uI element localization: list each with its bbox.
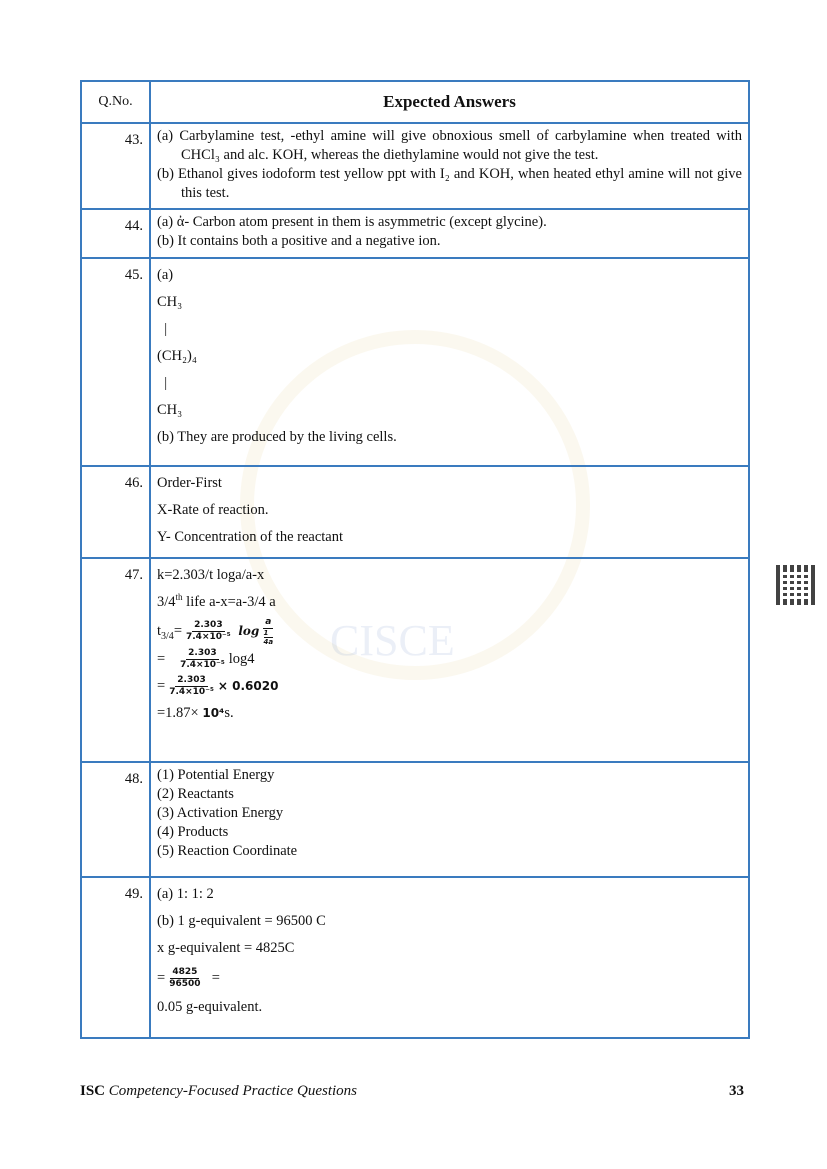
text: 1 [264,629,274,638]
answer-line: (a) ἀ- Carbon atom present in them is asymmetric (except glycine). [157,214,547,230]
answer-line: X-Rate of reaction. [157,502,269,518]
answer-line: | [157,375,168,391]
text: = [157,651,166,667]
answer-line: (4) Products [157,824,229,840]
qno: 45. [81,258,150,466]
answer-line: Y- Concentration of the reactant [157,529,344,545]
answer-line: (2) Reactants [157,786,234,802]
answer-line: CH₃ [157,294,183,310]
table-row [81,258,749,466]
answer-line: (a) [157,267,174,283]
footer-title [80,1083,357,1100]
answer-line: CH₃ [157,402,183,418]
answer-line: (b) 1 g-equivalent = 96500 C [157,913,326,929]
answer-line: (a) Carbylamine test, -ethyl amine will give obnoxious smell of carbylamine when treated with CHCl₃ and alc. KOH, whereas the diethylamine would not give the test. [157,128,742,163]
fraction [169,675,214,698]
answer-line: k=2.303/t loga/a-x [157,567,265,583]
qno: 43. [81,123,150,209]
qno: 46. [81,466,150,558]
title: Competency-Focused Practice Questions [108,1083,358,1099]
text: life a-x=a-3/4 a [182,594,276,610]
table-row [81,123,749,209]
answer-line: (a) 1: 1: 2 [157,886,214,902]
table-row [81,877,749,1038]
table-row [81,466,749,558]
text: = [157,678,166,694]
fraction [169,967,200,990]
text: × 0.6020 [217,679,279,693]
denominator [264,629,274,646]
fraction [180,648,225,671]
text: =1.87× [157,705,199,721]
fraction [263,617,273,646]
qno: 48. [81,762,150,877]
answer-line [157,589,742,616]
answer-line: | [157,321,168,337]
answer-line: (b) They are produced by the living cells. [157,429,397,445]
text: s. [224,705,234,721]
text: = [211,970,220,986]
answer-line: 0.05 g-equivalent. [157,999,263,1015]
page-number: 33 [729,1083,744,1099]
table-row [81,762,749,877]
formula-line [157,700,742,727]
numerator: 2.303 [194,620,223,631]
text: 10⁴ [202,706,225,720]
text: 4a [263,638,274,647]
answer-line: Order-First [157,475,222,491]
qr-code [776,565,816,605]
answer-line: (3) Activation Energy [157,805,284,821]
answer-line: (b) Ethanol gives iodoform test yellow ppt with I₂ and KOH, when heated ethyl amine will not give this test. [157,166,742,201]
formula-line [157,962,742,994]
qno: 44. [81,209,150,258]
numerator: 2.303 [188,648,217,659]
text: 3/4 [157,594,176,610]
denominator: 7.4×10⁻⁵ [186,632,231,643]
numerator: 4825 [172,967,198,978]
formula-line [157,646,742,673]
numerator: a [265,617,272,628]
header-answers: Expected Answers [150,81,749,123]
text: th [175,592,183,603]
footer [80,1083,744,1100]
text: log [238,624,260,638]
answer-line: x g-equivalent = 4825C [157,940,295,956]
text: t [157,623,162,639]
text: 3/4 [161,630,174,642]
text: log4 [228,651,255,667]
formula-line [157,673,742,700]
table-row [81,558,749,762]
formula-line [157,616,742,646]
text: = [173,623,182,639]
answer-line: (1) Potential Energy [157,767,275,783]
fraction [186,620,231,643]
brand: ISC [80,1083,106,1099]
answer-line: (5) Reaction Coordinate [157,843,298,859]
watermark-text: CISCE [330,616,455,665]
qno: 49. [81,877,150,1038]
answer-line: (CH₂)₄ [157,348,197,364]
header-qno: Q.No. [81,81,150,123]
text: = [157,970,166,986]
numerator: 2.303 [177,675,206,686]
denominator: 7.4×10⁻⁵ [180,660,225,671]
denominator: 96500 [169,979,201,990]
denominator: 7.4×10⁻⁵ [169,687,214,698]
qno: 47. [81,558,150,762]
table-row [81,209,749,258]
answers-table [80,80,750,1039]
answer-line: (b) It contains both a positive and a negative ion. [157,233,441,249]
